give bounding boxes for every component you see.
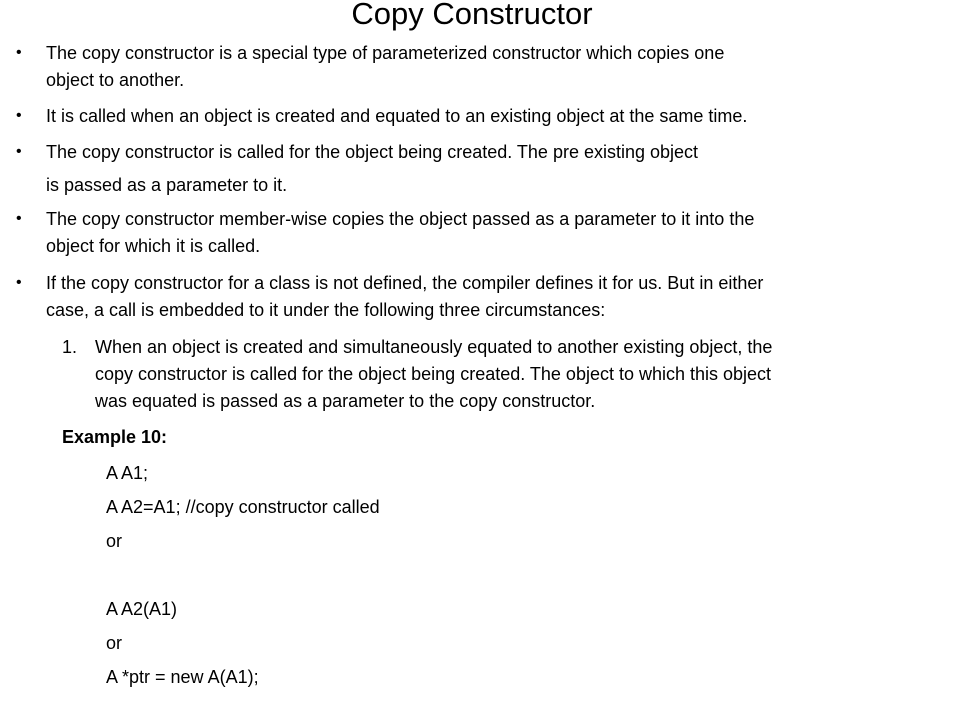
bullet-marker: • [16,107,22,124]
code-line-1: A A1; [106,463,149,483]
numbered-item-line-2: copy constructor is called for the object being created. The object to which this object [95,364,772,384]
numbered-item-number: 1. [62,337,78,357]
bullet-3-line-1: The copy constructor is called for the object being created. The pre existing object [46,142,699,162]
numbered-item-line-3: was equated is passed as a parameter to the copy constructor. [95,391,596,411]
bullet-1-line-2: object to another. [46,70,185,90]
bullet-4-line-2: object for which it is called. [46,236,261,256]
bullet-marker: • [16,143,22,160]
code-line-4: A A2(A1) [106,599,178,619]
code-line-6: A *ptr = new A(A1); [106,667,259,687]
bullet-4-line-1: The copy constructor member-wise copies the object passed as a parameter to it into the [46,209,755,229]
slide-title: Copy Constructor [351,0,593,31]
code-line-3: or [106,531,123,551]
bullet-marker: • [16,210,22,227]
code-line-5: or [106,633,123,653]
example-heading: Example 10: [62,427,168,447]
bullet-5-line-2: case, a call is embedded to it under the following three circumstances: [46,300,606,320]
bullet-marker: • [16,44,22,61]
bullet-marker: • [16,274,22,291]
code-line-2: A A2=A1; //copy constructor called [106,497,380,517]
numbered-item-line-1: When an object is created and simultaneously equated to another existing object, the [95,337,773,357]
bullet-5-line-1: If the copy constructor for a class is not defined, the compiler defines it for us. But in either [46,273,764,293]
bullet-1-line-1: The copy constructor is a special type of parameterized constructor which copies one [46,43,725,63]
bullet-2-line-1: It is called when an object is created and equated to an existing object at the same time. [46,106,748,126]
bullet-3-line-2: is passed as a parameter to it. [46,175,288,195]
